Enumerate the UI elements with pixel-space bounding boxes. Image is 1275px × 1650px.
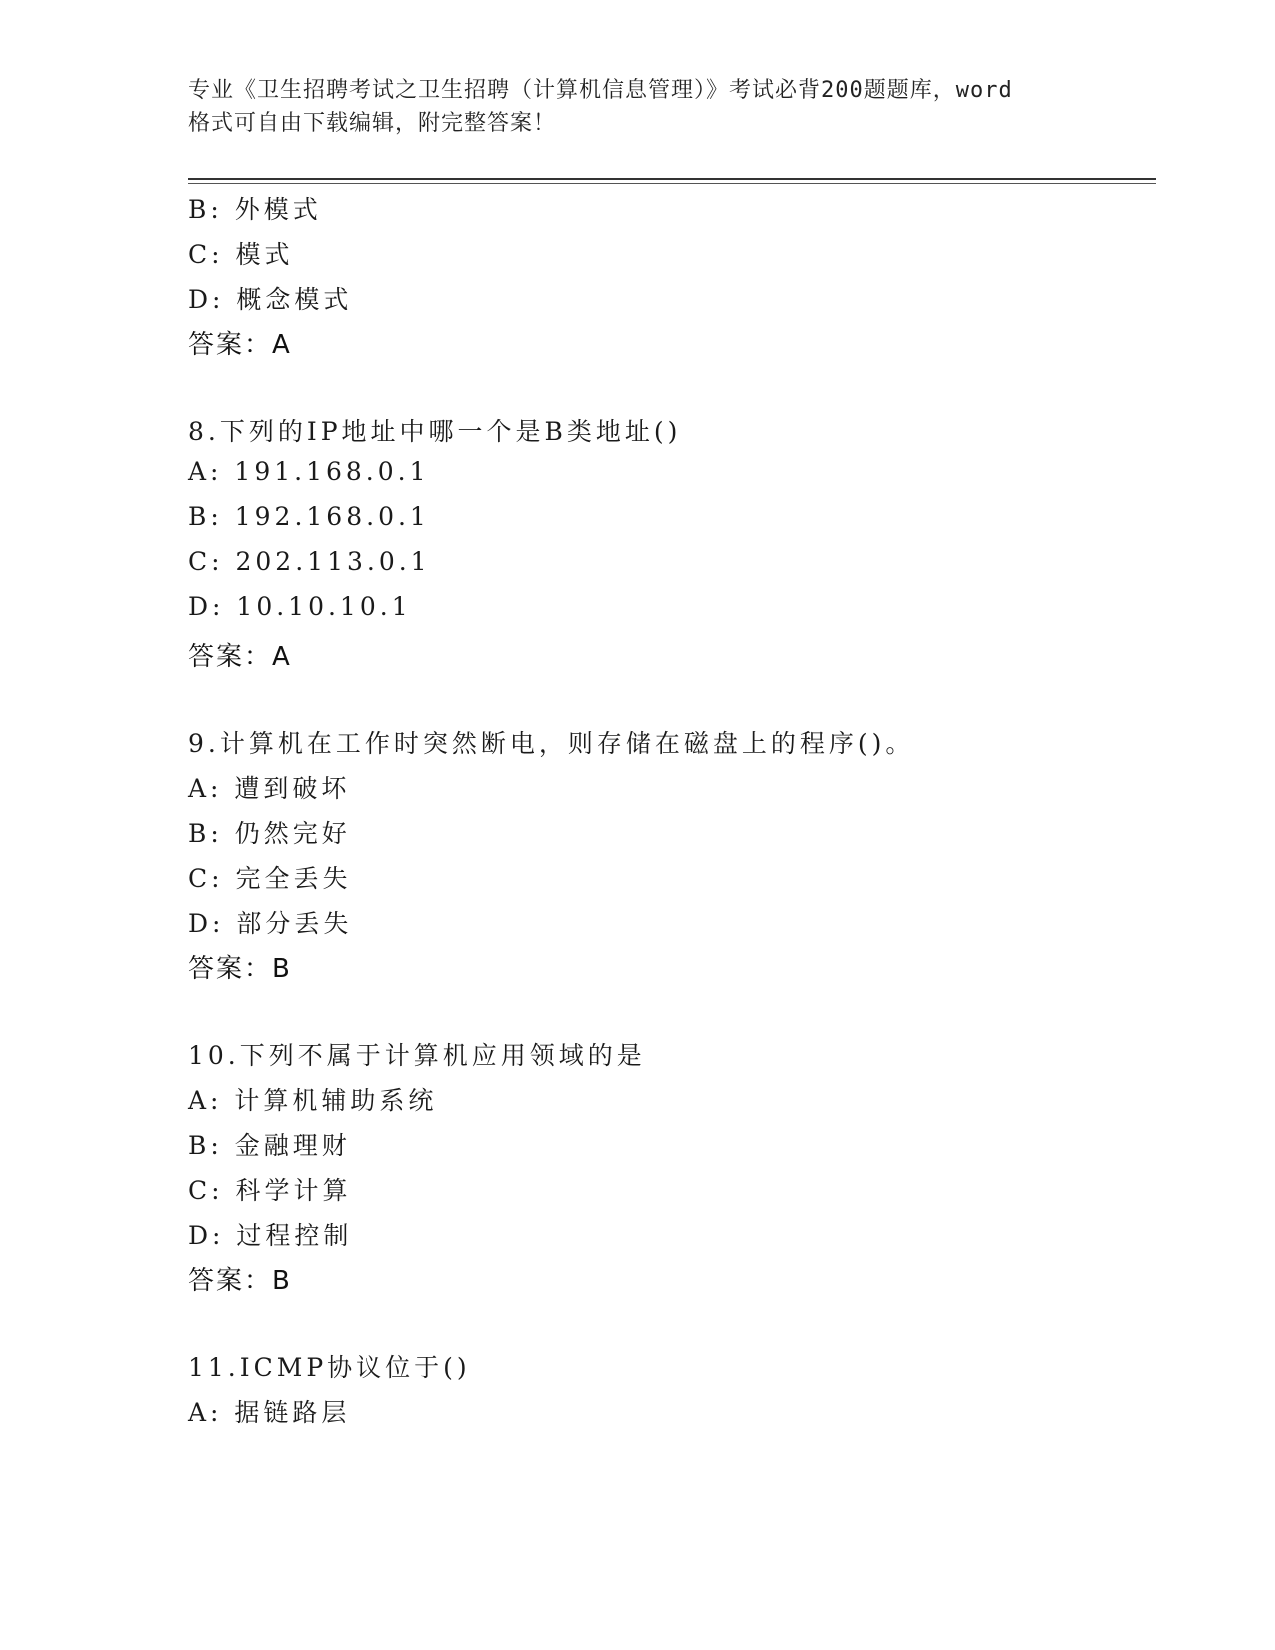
option-b: B: 192.168.0.1 <box>188 502 430 531</box>
option-a: A: 遭到破坏 <box>188 774 351 803</box>
answer-line: 答案：B <box>188 954 292 984</box>
document-header <box>188 74 1088 140</box>
option-b: B: 外模式 <box>188 195 322 224</box>
option-a: A: 191.168.0.1 <box>188 457 430 486</box>
question-stem-8: 8.下列的IP地址中哪一个是B类地址() <box>188 417 682 446</box>
header-divider-thick <box>188 178 1156 180</box>
option-d: D: 10.10.10.1 <box>188 592 412 621</box>
header-title-line-2: 格式可自由下载编辑，附完整答案！ <box>188 111 557 136</box>
option-a: A: 据链路层 <box>188 1398 351 1427</box>
question-stem-9: 9.计算机在工作时突然断电，则存储在磁盘上的程序()。 <box>188 729 915 758</box>
answer-line: 答案：A <box>188 642 292 672</box>
option-c: C: 202.113.0.1 <box>188 547 431 576</box>
header-divider-thin <box>188 183 1156 184</box>
question-stem-11: 11.ICMP协议位于() <box>188 1353 471 1382</box>
option-d: D: 概念模式 <box>188 285 353 314</box>
option-b: B: 金融理财 <box>188 1131 351 1160</box>
option-a: A: 计算机辅助系统 <box>188 1086 438 1115</box>
answer-line: 答案：B <box>188 1266 292 1296</box>
option-c: C: 模式 <box>188 240 294 269</box>
option-c: C: 完全丢失 <box>188 864 352 893</box>
question-stem-10: 10.下列不属于计算机应用领域的是 <box>188 1041 646 1070</box>
option-c: C: 科学计算 <box>188 1176 352 1205</box>
option-d: D: 过程控制 <box>188 1221 353 1250</box>
option-d: D: 部分丢失 <box>188 909 353 938</box>
answer-line: 答案：A <box>188 330 292 360</box>
header-title-line-1: 专业《卫生招聘考试之卫生招聘（计算机信息管理）》考试必背200题题库，word <box>188 78 1013 103</box>
option-b: B: 仍然完好 <box>188 819 351 848</box>
